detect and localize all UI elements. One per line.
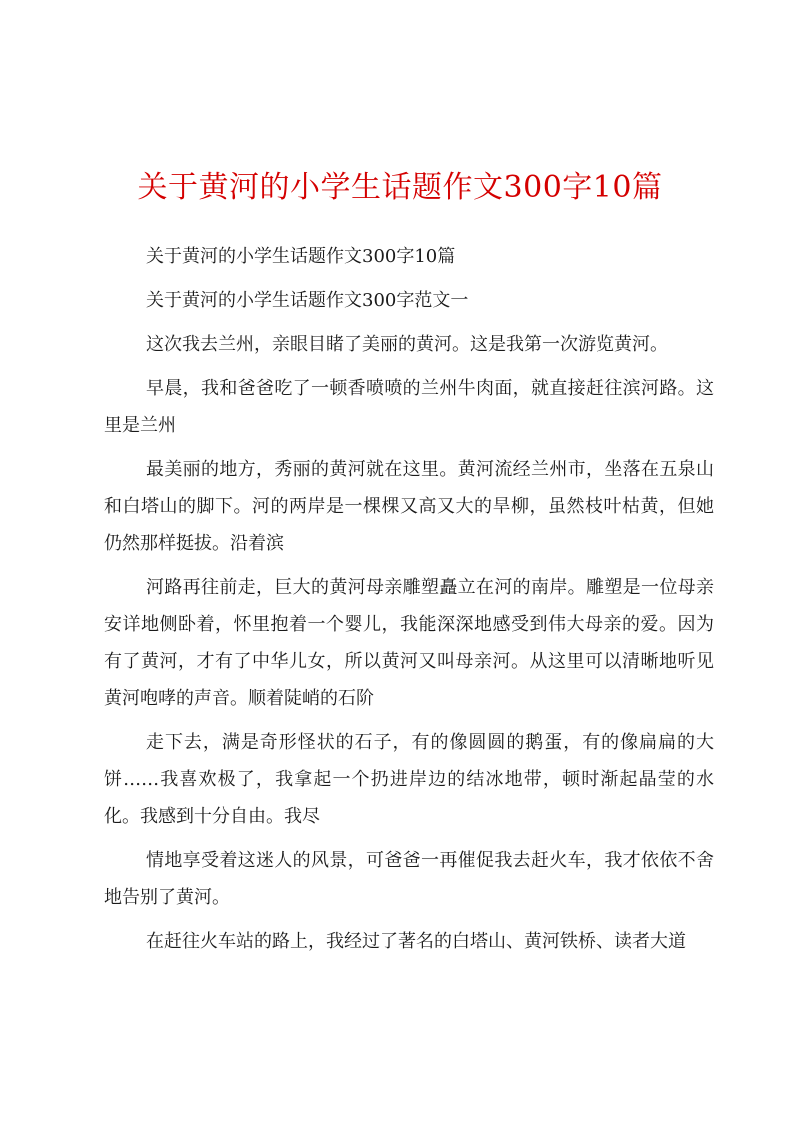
paragraph-essay-heading: 关于黄河的小学生话题作文300字范文一 xyxy=(146,290,469,311)
paragraph: 情地享受着这迷人的风景，可爸爸一再催促我去赶火车，我才依依不舍地告别了黄河。 xyxy=(104,850,714,908)
paragraph: 最美丽的地方，秀丽的黄河就在这里。黄河流经兰州市，坐落在五泉山和白塔山的脚下。河的两岸是一棵棵又高又大的旱柳，虽然枝叶枯黄，但她仍然那样挺拔。沿着滨 xyxy=(104,459,714,554)
paragraph: 早晨，我和爸爸吃了一顿香喷喷的兰州牛肉面，就直接赶往滨河路。这里是兰州 xyxy=(104,378,714,436)
document-title: 关于黄河的小学生话题作文300字10篇 xyxy=(137,170,663,205)
paragraph-subtitle: 关于黄河的小学生话题作文300字10篇 xyxy=(146,246,456,267)
paragraph: 这次我去兰州，亲眼目睹了美丽的黄河。这是我第一次游览黄河。 xyxy=(146,334,668,355)
paragraph: 走下去，满是奇形怪状的石子，有的像圆圆的鹅蛋，有的像扁扁的大饼……我喜欢极了，我拿起一个扔进岸边的结冰地带，顿时渐起晶莹的水化。我感到十分自由。我尽 xyxy=(104,732,714,827)
paragraph: 河路再往前走，巨大的黄河母亲雕塑矗立在河的南岸。雕塑是一位母亲安详地侧卧着，怀里抱着一个婴儿，我能深深地感受到伟大母亲的爱。因为有了黄河，才有了中华儿女，所以黄河又叫母亲河。从这里可以清晰地听见黄河咆哮的声音。顺着陡峭的石阶 xyxy=(104,577,714,709)
document-body xyxy=(104,238,714,967)
paragraph: 在赶往火车站的路上，我经过了著名的白塔山、黄河铁桥、读者大道 xyxy=(146,931,686,952)
